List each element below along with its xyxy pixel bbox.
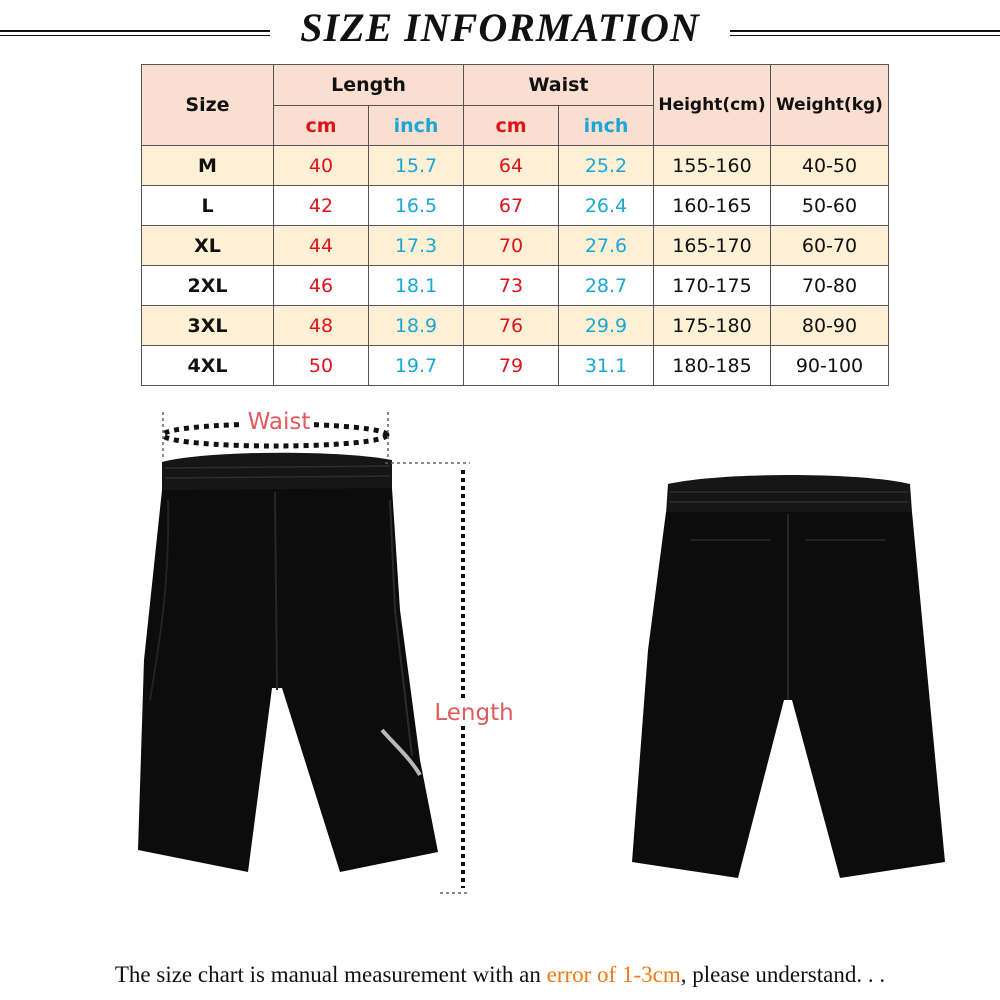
header-size: Size xyxy=(142,65,274,146)
cell-height: 160-165 xyxy=(654,186,771,226)
cell-weight: 80-90 xyxy=(771,306,889,346)
cell-length-cm: 46 xyxy=(274,266,369,306)
cell-length-cm: 40 xyxy=(274,146,369,186)
disclaimer-text-end: , please understand. . . xyxy=(680,962,886,987)
cell-weight: 40-50 xyxy=(771,146,889,186)
cell-size: 2XL xyxy=(142,266,274,306)
cell-height: 175-180 xyxy=(654,306,771,346)
table-row xyxy=(142,306,889,346)
cell-size: M xyxy=(142,146,274,186)
size-disclaimer xyxy=(0,962,1000,988)
cell-length-cm: 42 xyxy=(274,186,369,226)
header-height: Height(cm) xyxy=(654,65,771,146)
disclaimer-highlight: error of 1-3cm xyxy=(546,962,681,987)
cell-waist-cm: 73 xyxy=(464,266,559,306)
table-row xyxy=(142,186,889,226)
cell-length-inch: 15.7 xyxy=(369,146,464,186)
cell-length-cm: 50 xyxy=(274,346,369,386)
table-row xyxy=(142,346,889,386)
cell-waist-cm: 70 xyxy=(464,226,559,266)
shorts-front-image xyxy=(138,453,438,872)
cell-length-inch: 18.1 xyxy=(369,266,464,306)
cell-waist-inch: 26.4 xyxy=(559,186,654,226)
cell-length-inch: 18.9 xyxy=(369,306,464,346)
table-header-row xyxy=(142,65,889,106)
waist-label: Waist xyxy=(247,409,311,435)
cell-waist-cm: 64 xyxy=(464,146,559,186)
cell-waist-inch: 27.6 xyxy=(559,226,654,266)
title-rule-right xyxy=(730,30,1000,32)
cell-waist-inch: 31.1 xyxy=(559,346,654,386)
header-waist: Waist xyxy=(464,65,654,106)
cell-waist-cm: 79 xyxy=(464,346,559,386)
cell-height: 170-175 xyxy=(654,266,771,306)
cell-length-inch: 16.5 xyxy=(369,186,464,226)
cell-length-cm: 44 xyxy=(274,226,369,266)
table-row xyxy=(142,266,889,306)
cell-size: XL xyxy=(142,226,274,266)
table-row xyxy=(142,226,889,266)
cell-height: 155-160 xyxy=(654,146,771,186)
header-waist-inch: inch xyxy=(559,106,654,146)
title-bar xyxy=(0,0,1000,62)
table-row xyxy=(142,146,889,186)
cell-weight: 60-70 xyxy=(771,226,889,266)
cell-size: L xyxy=(142,186,274,226)
cell-weight: 50-60 xyxy=(771,186,889,226)
cell-height: 165-170 xyxy=(654,226,771,266)
cell-waist-cm: 76 xyxy=(464,306,559,346)
cell-height: 180-185 xyxy=(654,346,771,386)
cell-length-inch: 19.7 xyxy=(369,346,464,386)
disclaimer-text: The size chart is manual measurement with an xyxy=(114,962,547,987)
header-length-cm: cm xyxy=(274,106,369,146)
cell-size: 4XL xyxy=(142,346,274,386)
cell-size: 3XL xyxy=(142,306,274,346)
title-rule-left xyxy=(0,30,270,32)
page-title: SIZE INFORMATION xyxy=(300,5,700,50)
cell-waist-inch: 29.9 xyxy=(559,306,654,346)
header-weight: Weight(kg) xyxy=(771,65,889,146)
header-length-inch: inch xyxy=(369,106,464,146)
cell-waist-cm: 67 xyxy=(464,186,559,226)
cell-weight: 90-100 xyxy=(771,346,889,386)
shorts-back-image xyxy=(632,475,945,878)
cell-length-inch: 17.3 xyxy=(369,226,464,266)
cell-weight: 70-80 xyxy=(771,266,889,306)
length-label: Length xyxy=(434,700,514,726)
size-table xyxy=(141,64,889,386)
cell-waist-inch: 25.2 xyxy=(559,146,654,186)
shorts-diagram xyxy=(0,400,1000,955)
header-length: Length xyxy=(274,65,464,106)
cell-length-cm: 48 xyxy=(274,306,369,346)
header-waist-cm: cm xyxy=(464,106,559,146)
cell-waist-inch: 28.7 xyxy=(559,266,654,306)
